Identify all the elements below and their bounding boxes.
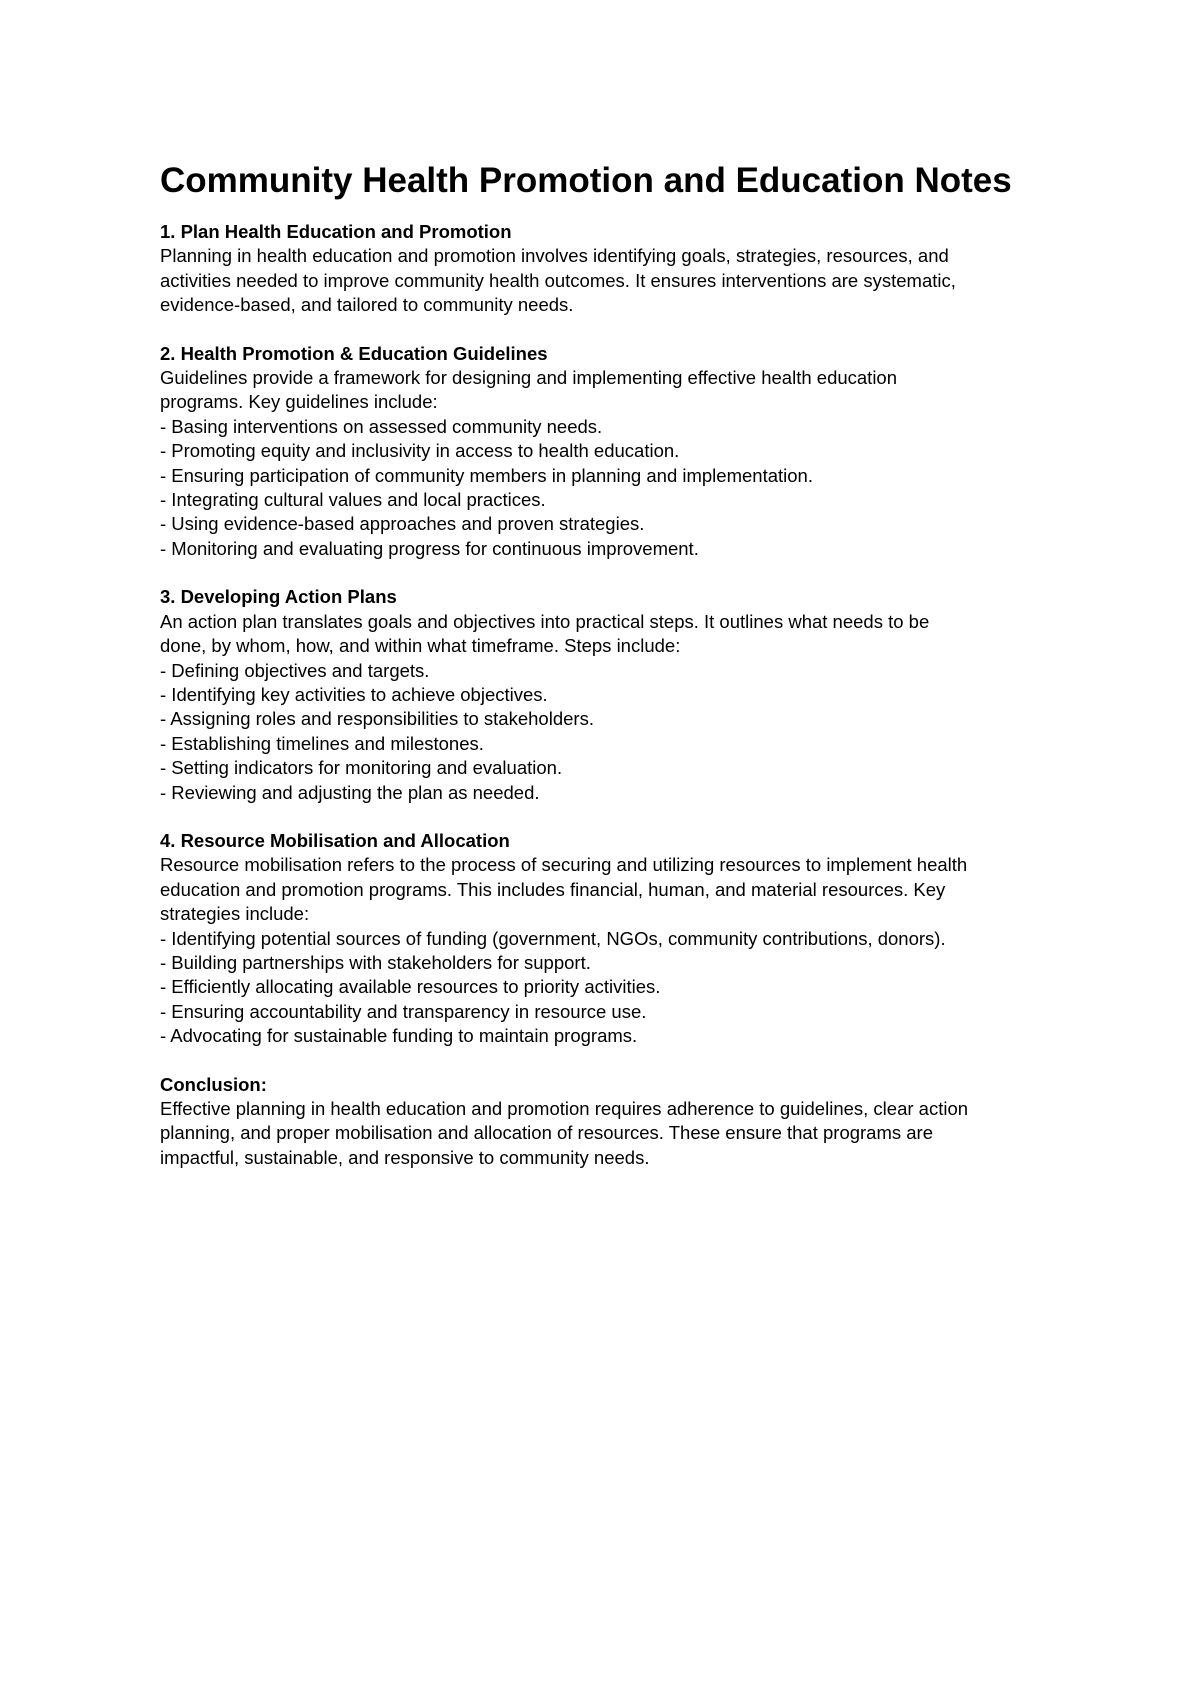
section-paragraph [160, 244, 1060, 317]
bullet-item: - Ensuring participation of community members in planning and implementation. [160, 464, 813, 486]
paragraph-line: Guidelines provide a framework for designing and implementing effective health education [160, 367, 898, 389]
paragraph-line: impactful, sustainable, and responsive to community needs. [160, 1146, 650, 1168]
paragraph-line: Effective planning in health education and promotion requires adherence to guidelines, clear action [160, 1098, 969, 1119]
bullet-item: - Identifying potential sources of funding (government, NGOs, community contributions, donors). [160, 927, 946, 949]
bullet-item: - Advocating for sustainable funding to maintain programs. [160, 1025, 638, 1047]
paragraph-line: evidence-based, and tailored to community needs. [160, 294, 574, 316]
bullet-item: - Defining objectives and targets. [160, 659, 430, 681]
paragraph-line: Resource mobilisation refers to the process of securing and utilizing resources to implement health [160, 854, 968, 876]
bullet-item: - Using evidence-based approaches and proven strategies. [160, 513, 645, 535]
bullet-item: - Reviewing and adjusting the plan as needed. [160, 781, 540, 803]
paragraph-line: programs. Key guidelines include: [160, 391, 438, 413]
section-paragraph [160, 610, 1060, 659]
section-2 [160, 342, 1060, 562]
section-paragraph [160, 1097, 1060, 1170]
section-3 [160, 585, 1060, 805]
bullet-item: - Building partnerships with stakeholders for support. [160, 951, 591, 973]
paragraph-line: planning, and proper mobilisation and allocation of resources. These ensure that programs are [160, 1122, 934, 1144]
document-page [160, 160, 1060, 1194]
bullet-item: - Identifying key activities to achieve objectives. [160, 683, 548, 705]
paragraph-line: education and promotion programs. This includes financial, human, and material resources. Key [160, 878, 946, 900]
paragraph-line: strategies include: [160, 903, 310, 925]
bullet-item: - Promoting equity and inclusivity in access to health education. [160, 440, 680, 462]
section-heading: 2. Health Promotion & Education Guidelines [160, 342, 548, 364]
section-paragraph [160, 853, 1060, 926]
section-heading: Conclusion: [160, 1073, 267, 1095]
paragraph-line: Planning in health education and promotion involves identifying goals, strategies, resources, and [160, 245, 949, 267]
section-paragraph [160, 366, 1060, 415]
paragraph-line: An action plan translates goals and objectives into practical steps. It outlines what needs to be [160, 610, 930, 632]
section-heading: 1. Plan Health Education and Promotion [160, 221, 512, 242]
bullet-item: - Establishing timelines and milestones. [160, 732, 484, 754]
paragraph-line: activities needed to improve community health outcomes. It ensures interventions are systematic, [160, 269, 956, 291]
bullet-item: - Efficiently allocating available resources to priority activities. [160, 976, 661, 998]
section-4 [160, 829, 1060, 1049]
section-heading: 3. Developing Action Plans [160, 586, 397, 608]
bullet-item: - Basing interventions on assessed community needs. [160, 415, 603, 437]
section-1 [160, 220, 1060, 318]
section-heading: 4. Resource Mobilisation and Allocation [160, 829, 510, 851]
section-5 [160, 1073, 1060, 1171]
bullet-item: - Ensuring accountability and transparency in resource use. [160, 1000, 647, 1022]
bullet-item: - Setting indicators for monitoring and evaluation. [160, 757, 563, 779]
bullet-item: - Assigning roles and responsibilities to stakeholders. [160, 708, 594, 730]
sections-container [160, 220, 1060, 1170]
bullet-item: - Integrating cultural values and local practices. [160, 489, 546, 511]
bullet-item: - Monitoring and evaluating progress for continuous improvement. [160, 537, 699, 559]
document-title: Community Health Promotion and Education Notes [160, 161, 1012, 200]
paragraph-line: done, by whom, how, and within what timeframe. Steps include: [160, 635, 681, 657]
